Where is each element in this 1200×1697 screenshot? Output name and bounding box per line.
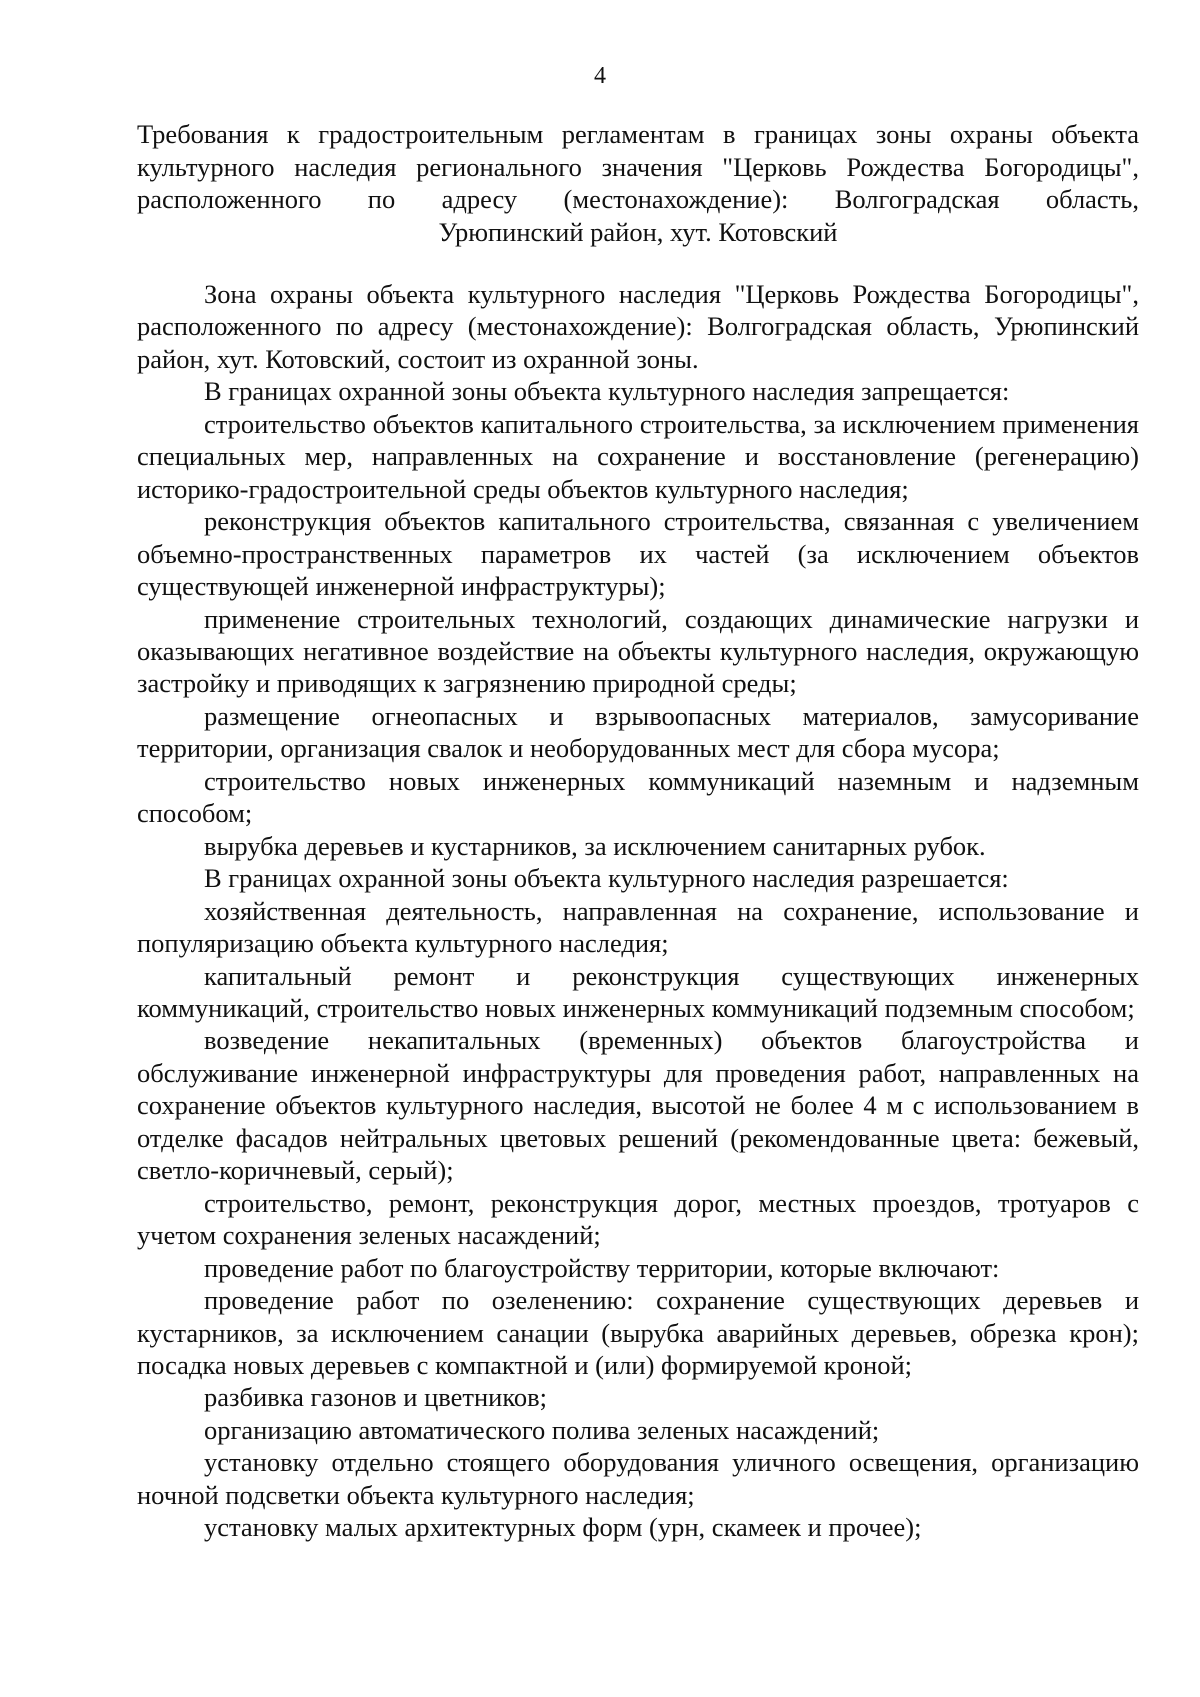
paragraph: хозяйственная деятельность, направленная на сохранение, использование и популяризацию объекта культурного наследия;: [137, 895, 1139, 959]
document-body: [137, 278, 1139, 1544]
paragraph: применение строительных технологий, создающих динамические нагрузки и оказывающих негативное воздействие на объекты культурного наследия, окружающую застройку и приводящих к загрязнению природной среды;: [137, 603, 1139, 699]
paragraph: проведение работ по озеленению: сохранение существующих деревьев и кустарников, за исключением санации (вырубка аварийных деревьев, обрезка крон); посадка новых деревьев с компактной и (или) формируемой кроной;: [137, 1285, 1139, 1380]
paragraph: разбивка газонов и цветников;: [204, 1382, 547, 1413]
paragraph: Зона охраны объекта культурного наследия "Церковь Рождества Богородицы", расположенного по адресу (местонахождение): Волгоградская область, Урюпинский район, хут. Котовский, состоит из охранной зоны.: [137, 279, 1139, 374]
heading-line: культурного наследия регионального значения "Церковь Рождества Богородицы",: [137, 151, 1139, 182]
paragraph: организацию автоматического полива зеленых насаждений;: [204, 1414, 880, 1445]
document-heading: [137, 118, 1139, 248]
paragraph: установку малых архитектурных форм (урн, скамеек и прочее);: [204, 1512, 922, 1543]
paragraph: проведение работ по благоустройству территории, которые включают:: [204, 1252, 1000, 1283]
paragraph: вырубка деревьев и кустарников, за исключением санитарных рубок.: [204, 830, 986, 861]
paragraph: В границах охранной зоны объекта культурного наследия запрещается:: [204, 376, 1010, 407]
paragraph: строительство, ремонт, реконструкция дорог, местных проездов, тротуаров с учетом сохранения зеленых насаждений;: [137, 1187, 1139, 1251]
paragraph: капитальный ремонт и реконструкция существующих инженерных коммуникаций, строительство новых инженерных коммуникаций подземным способом;: [137, 960, 1139, 1023]
paragraph: возведение некапитальных (временных) объектов благоустройства и обслуживание инженерной инфраструктуры для проведения работ, направленных на сохранение объектов культурного наследия, высотой не более 4 м с использованием в отделке фасадов нейтральных цветовых решений (рекомендованные цвета: бежевый, светло-коричневый, серый);: [137, 1025, 1139, 1186]
paragraph: размещение огнеопасных и взрывоопасных материалов, замусоривание территории, организация свалок и необорудованных мест для сбора мусора;: [137, 700, 1139, 764]
paragraph: реконструкция объектов капитального строительства, связанная с увеличением объемно-пространственных параметров их частей (за исключением объектов существующей инженерной инфраструктуры);: [137, 506, 1139, 602]
paragraph: установку отдельно стоящего оборудования уличного освещения, организацию ночной подсветки объекта культурного наследия;: [137, 1447, 1139, 1510]
paragraph: В границах охранной зоны объекта культурного наследия разрешается:: [204, 863, 1009, 894]
heading-line: Требования к градостроительным регламентам в границах зоны охраны объекта: [137, 119, 1139, 149]
page-number: 4: [594, 63, 606, 89]
heading-line: расположенного по адресу (местонахождение): Волгоградская область,: [137, 184, 1139, 214]
heading-line: Урюпинский район, хут. Котовский: [438, 216, 838, 247]
paragraph: строительство новых инженерных коммуникаций наземным и надземным способом;: [137, 765, 1139, 829]
paragraph: строительство объектов капитального строительства, за исключением применения специальных мер, направленных на сохранение и восстановление (регенерацию) историко-градостроительной среды объектов культурного наследия;: [137, 408, 1139, 504]
